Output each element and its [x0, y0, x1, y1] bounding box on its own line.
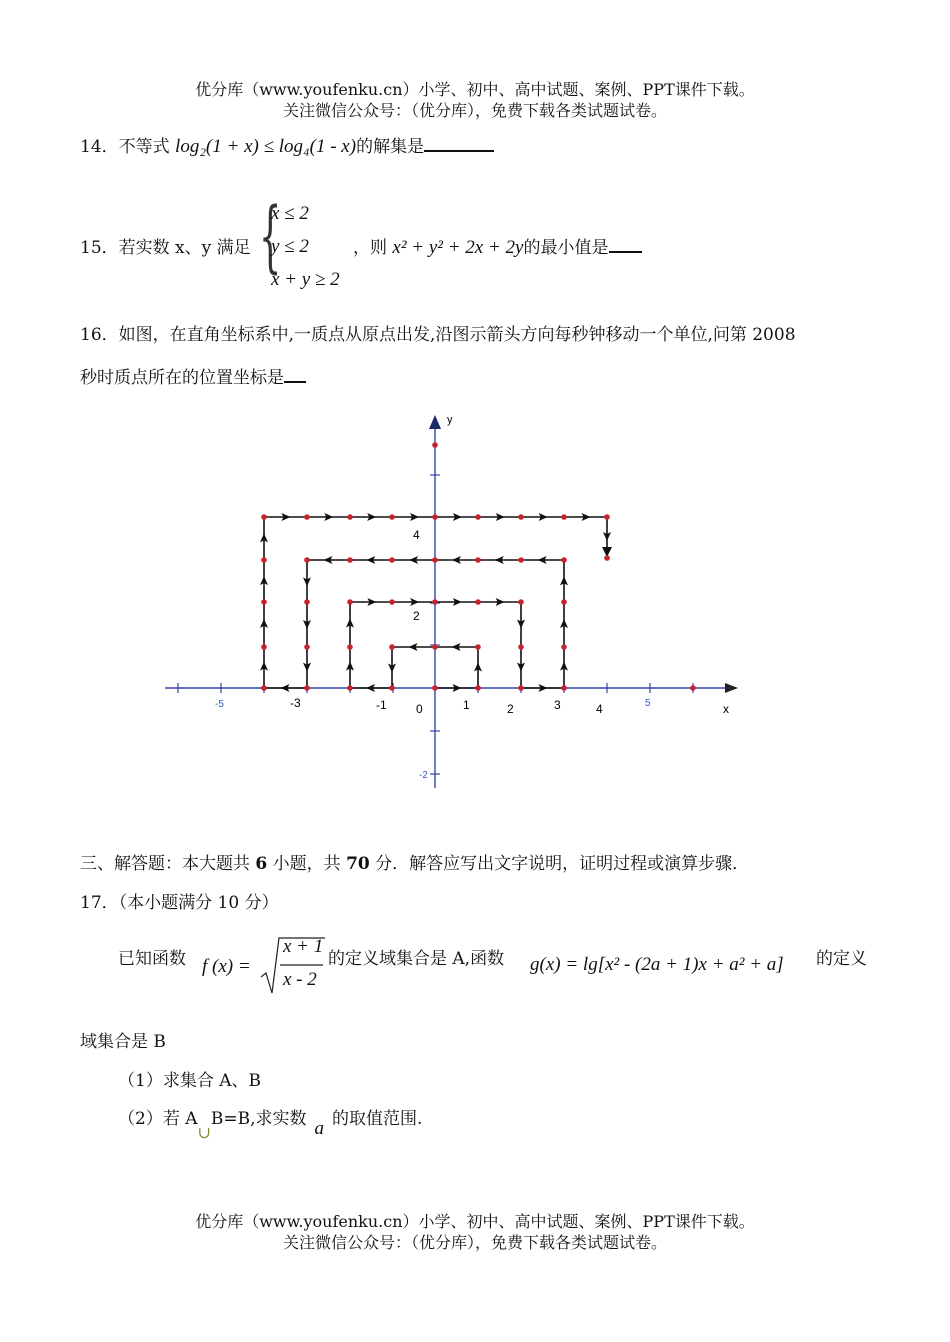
q15-mid: ，则 — [353, 238, 387, 258]
q15-lead — [80, 233, 251, 258]
section-3-count: 6 — [255, 854, 268, 874]
union-symbol: ∪ — [197, 1123, 211, 1142]
x-tick-label-neg5: -5 — [215, 699, 224, 710]
lattice-point — [304, 644, 310, 650]
lattice-point — [432, 557, 438, 563]
q15-suffix: 的最小值是 — [523, 238, 609, 258]
q14-answer-blank — [424, 134, 494, 152]
section-3-mid: 小题，共 — [267, 854, 347, 874]
q16-line-2 — [80, 363, 306, 388]
x-axis-label: x — [723, 702, 729, 716]
q14-prefix: 不等式 — [118, 137, 170, 157]
y-tick-label-neg2: -2 — [419, 770, 428, 781]
section-3-prefix: 三、解答题：本大题共 — [80, 854, 256, 874]
lattice-point — [389, 557, 395, 563]
q17-header: 17．（本小题满分 10 分） — [80, 893, 279, 913]
lattice-point — [389, 644, 395, 650]
lattice-point — [261, 557, 267, 563]
x-tick-label-0: 0 — [416, 702, 423, 716]
q17-part-2-c: 的取值范围. — [332, 1109, 423, 1129]
lattice-point — [518, 685, 524, 691]
lattice-point — [432, 442, 438, 448]
q14-suffix: 的解集是 — [356, 137, 425, 157]
lattice-point — [561, 514, 567, 520]
lattice-point — [561, 557, 567, 563]
lattice-point — [304, 557, 310, 563]
lattice-point — [261, 514, 267, 520]
lattice-point — [347, 514, 353, 520]
lattice-point — [432, 514, 438, 520]
y-axis-label: y — [447, 414, 453, 426]
x-tick-label-5: 5 — [645, 698, 651, 709]
q17-part-2-b: B=B,求实数 — [210, 1109, 307, 1129]
q17-end: 的定义 — [816, 949, 867, 969]
section-3-suffix: 分．解答应写出文字说明，证明过程或演算步骤． — [369, 854, 750, 874]
x-axis-arrow — [725, 683, 738, 693]
lattice-point — [261, 599, 267, 605]
question-14 — [80, 132, 494, 158]
lattice-point — [518, 557, 524, 563]
q17-f-numerator: x + 1 — [283, 936, 324, 957]
footer-line-1: 优分库（www.youfenku.cn）小学、初中、高中试题、案例、PPT课件下载。 — [195, 1212, 755, 1231]
lattice-point — [304, 599, 310, 605]
x-tick-label-neg1: -1 — [376, 698, 387, 712]
q15-constraint-3: x + y ≥ 2 — [271, 269, 340, 290]
x-tick-label-1: 1 — [463, 698, 470, 712]
lattice-point — [561, 644, 567, 650]
section-3-score: 70 — [346, 854, 370, 874]
lattice-point — [432, 644, 438, 650]
lattice-point — [475, 685, 481, 691]
lattice-point — [261, 685, 267, 691]
q15-constraint-1: x ≤ 2 — [271, 203, 309, 224]
x-tick-label-neg3: -3 — [290, 696, 301, 710]
header-line-2: 关注微信公众号：（优分库），免费下载各类试题试卷。 — [282, 101, 667, 120]
lattice-point — [604, 555, 610, 561]
lattice-point — [518, 599, 524, 605]
q15-number: 15． — [80, 238, 119, 258]
q15-prefix: 若实数 x、y 满足 — [118, 238, 251, 258]
lattice-point — [261, 644, 267, 650]
q17-part-1: （1）求集合 A、B — [118, 1071, 261, 1091]
lattice-point — [518, 514, 524, 520]
lattice-point — [475, 644, 481, 650]
lattice-point — [347, 557, 353, 563]
q14-formula: log₂(1 + x) ≤ log₄(1 - x) — [175, 136, 357, 157]
lattice-point — [432, 685, 438, 691]
q15-tail — [353, 233, 642, 259]
q17-f-lhs: f (x) = — [202, 956, 251, 977]
lattice-point — [432, 599, 438, 605]
q17-variable-a: a — [314, 1118, 325, 1139]
lattice-point — [389, 685, 395, 691]
lattice-point — [347, 599, 353, 605]
q16-answer-blank — [284, 365, 306, 383]
q17-f-denominator: x - 2 — [283, 969, 317, 990]
section-3-heading — [80, 849, 749, 874]
q15-constraint-2: y ≤ 2 — [271, 236, 309, 257]
y-tick-label-2: 2 — [413, 609, 420, 623]
lattice-point — [561, 599, 567, 605]
lattice-point — [475, 599, 481, 605]
x-tick-label-2: 2 — [507, 702, 514, 716]
y-axis-arrow — [429, 415, 441, 429]
lattice-point — [475, 514, 481, 520]
q17-line-2: 域集合是 B — [80, 1032, 166, 1052]
q17-g-formula: g(x) = lg[x² - (2a + 1)x + a² + a] — [530, 954, 784, 975]
q15-expression: x² + y² + 2x + 2y — [392, 237, 524, 258]
spiral-path — [165, 415, 738, 788]
lattice-point — [347, 644, 353, 650]
lattice-point — [518, 644, 524, 650]
q17-part-2 — [118, 1104, 423, 1142]
lattice-point — [475, 557, 481, 563]
y-tick-label-4: 4 — [413, 528, 420, 542]
x-tick-label-3: 3 — [554, 698, 561, 712]
lattice-point — [561, 685, 567, 691]
lattice-point — [304, 514, 310, 520]
lattice-point — [389, 514, 395, 520]
x-tick-label-4: 4 — [596, 702, 603, 716]
lattice-point — [347, 685, 353, 691]
lattice-point — [604, 514, 610, 520]
q17-mid: 的定义域集合是 A,函数 — [328, 949, 505, 969]
lattice-point — [304, 685, 310, 691]
footer-line-2: 关注微信公众号：（优分库），免费下载各类试题试卷。 — [282, 1233, 667, 1252]
header-line-1: 优分库（www.youfenku.cn）小学、初中、高中试题、案例、PPT课件下载。 — [195, 80, 755, 99]
q17-part-2-a: （2）若 A — [118, 1109, 198, 1129]
q14-number: 14． — [80, 137, 119, 157]
spiral-path-diagram — [150, 405, 760, 800]
q16-line-1: 16．如图，在直角坐标系中,一质点从原点出发,沿图示箭头方向每秒钟移动一个单位,问第 2008 — [80, 325, 796, 345]
q17-intro: 已知函数 — [118, 949, 186, 969]
lattice-point — [389, 599, 395, 605]
q16-line-2-text: 秒时质点所在的位置坐标是 — [80, 368, 284, 388]
q15-answer-blank — [609, 235, 642, 253]
lattice-point — [690, 685, 696, 691]
q15-brace: { — [259, 192, 282, 282]
